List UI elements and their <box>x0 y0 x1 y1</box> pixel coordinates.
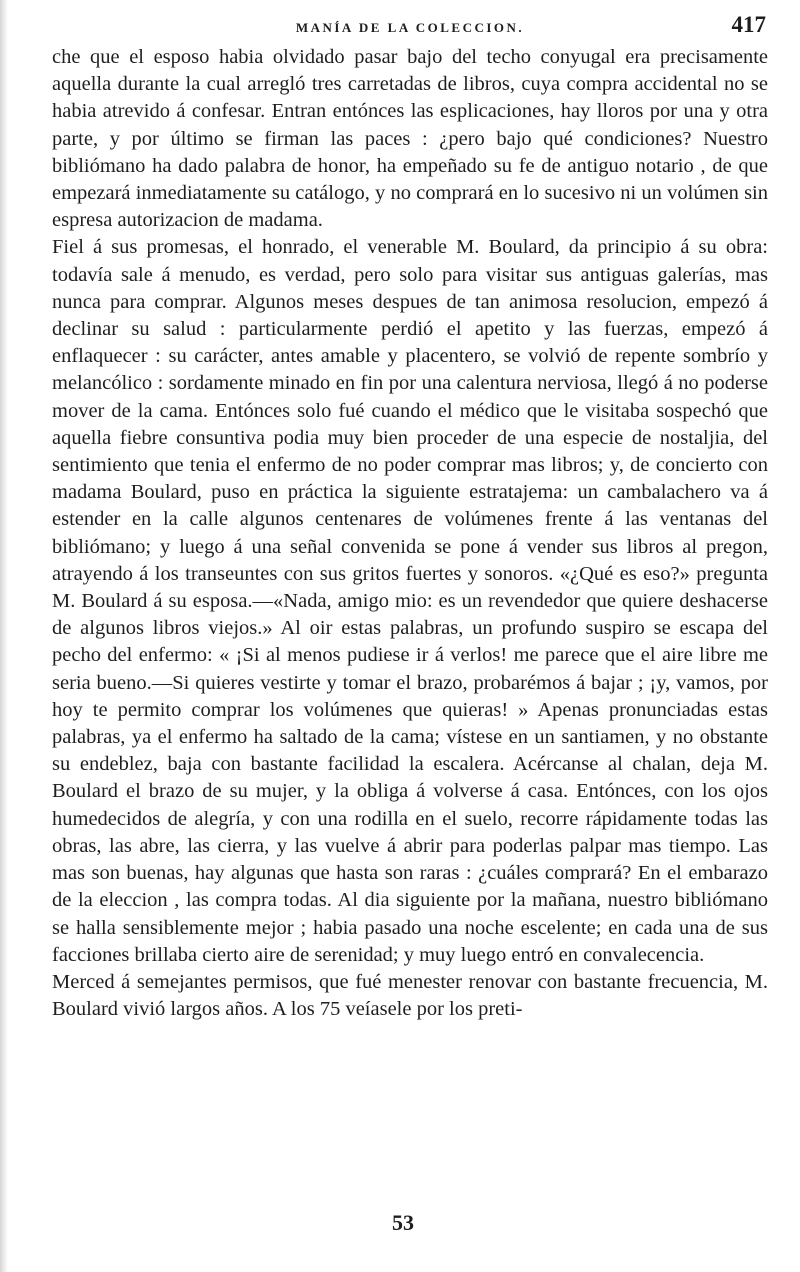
paragraph-3: Merced á semejantes permisos, que fué menester renovar con bastante frecuencia, M. Boulard vivió largos años. A los 75 veíasele por los preti- <box>52 970 768 1021</box>
book-page <box>52 10 768 1023</box>
body-text <box>52 44 768 1023</box>
signature-mark: 53 <box>392 1210 414 1235</box>
page-number: 417 <box>731 12 766 37</box>
binding-edge <box>0 0 8 1272</box>
running-head <box>52 10 768 44</box>
paragraph-2: Fiel á sus promesas, el honrado, el venerable M. Boulard, da principio á su obra: todavía sale á menudo, es verdad, pero solo para visitar sus antiguas galerías, mas nunca para comprar. Algunos meses despues de tan animosa resolucion, empezó á declinar su salud : particularmente perdió el apetito y las fuerzas, empezó á enflaquecer : su carácter, antes amable y placentero, se volvió de repente sombrío y melancólico : sordamente minado en fin por una calentura nerviosa, llegó á no poderse mover de la cama. Entónces solo fué cuando el médico que le visitaba sospechó que aquella fiebre consuntiva podia muy bien proceder de una especie de nostaljia, del sentimiento que tenia el enfermo de no poder comprar mas libros; y, de concierto con madama Boulard, puso en práctica la siguiente estratajema: un cambalachero va á estender en la calle algunos centenares de volúmenes frente á las ventanas del bibliómano; y luego á una señal convenida se pone á vender sus libros al pregon, atrayendo á los transeuntes con sus gritos fuertes y sonoros. «¿Qué es eso?» pregunta M. Boulard á su esposa.—«Nada, amigo mio: es un revendedor que quiere deshacerse de algunos libros viejos.» Al oir estas palabras, un profundo suspiro se escapa del pecho del enfermo: « ¡Si al menos pudiese ir á verlos! me parece que el aire libre me seria bueno.—Si quieres vestirte y tomar el brazo, probarémos á bajar ; ¡y, vamos, por hoy te permito comprar los volúmenes que quieras! » Apenas pronunciadas estas palabras, ya el enfermo ha saltado de la cama; vístese en un santiamen, y no obstante su endeblez, baja con bastante facilidad la escalera. Acércanse al chalan, deja M. Boulard el brazo de su mujer, y la obliga á volverse á casa. Entónces, con los ojos humedecidos de alegría, y con una rodilla en el suelo, recorre rápidamente todas las obras, las abre, las cierra, y las vuelve á abrir para poderlas palpar mas tiempo. Las mas son buenas, hay algunas que hasta son raras : ¿cuáles comprará? En el embarazo de la eleccion , las compra todas. Al dia siguiente por la mañana, nuestro bibliómano se halla sensiblemente mejor ; habia pasado una noche escelente; en cada una de sus facciones brillaba cierto aire de serenidad; y muy luego entró en convalecencia. <box>52 236 768 966</box>
running-title: MANÍA DE LA COLECCION. <box>295 20 525 35</box>
paragraph-1: che que el esposo habia olvidado pasar bajo del techo conyugal era precisamente aquella durante la cual arregló tres carretadas de libros, cuya compra accidental no se habia atrevido á confesar. Entran entónces las esplicaciones, hay lloros por una y otra parte, y por último se firman las paces : ¿pero bajo qué condiciones? Nuestro bibliómano ha dado palabra de honor, ha empeñado su fe de antiguo notario , de que empezará inmediatamente su catálogo, y no comprará en lo sucesivo ni un volúmen sin espresa autorizacion de madama. <box>52 46 768 232</box>
